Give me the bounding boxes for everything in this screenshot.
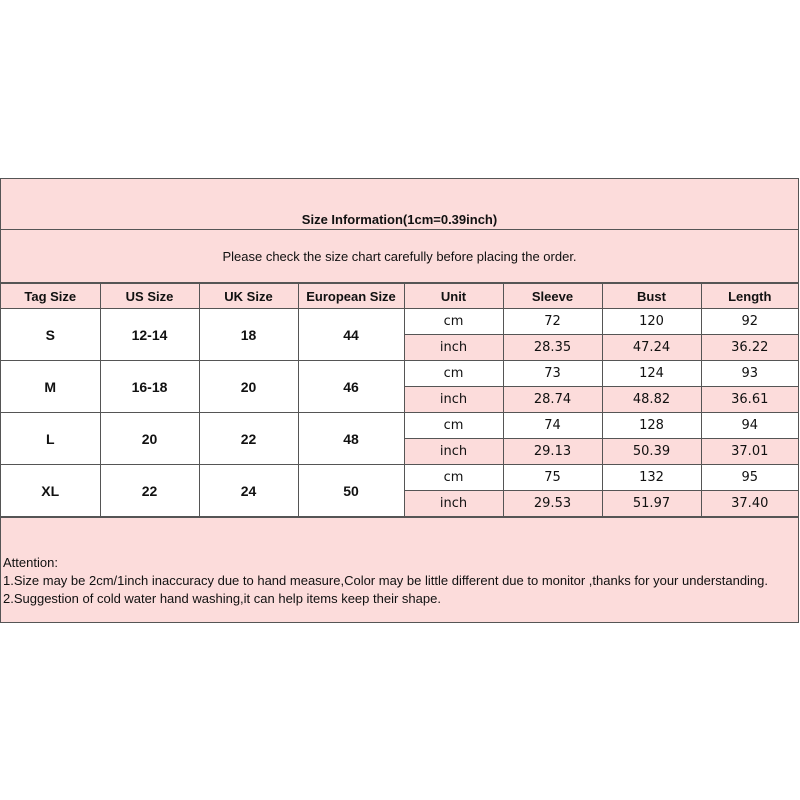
length-cell: 37.40 bbox=[701, 491, 798, 517]
length-cell: 36.22 bbox=[701, 335, 798, 361]
length-cell: 92 bbox=[701, 309, 798, 335]
unit-cell: cm bbox=[404, 413, 503, 439]
unit-cell: inch bbox=[404, 335, 503, 361]
sleeve-cell: 75 bbox=[503, 465, 602, 491]
us-size-cell: 16-18 bbox=[100, 361, 199, 413]
length-cell: 37.01 bbox=[701, 439, 798, 465]
length-cell: 94 bbox=[701, 413, 798, 439]
unit-cell: inch bbox=[404, 387, 503, 413]
bust-cell: 50.39 bbox=[602, 439, 701, 465]
sleeve-cell: 74 bbox=[503, 413, 602, 439]
size-row-cm bbox=[1, 361, 798, 387]
sleeve-cell: 28.74 bbox=[503, 387, 602, 413]
us-size-cell: 12-14 bbox=[100, 309, 199, 361]
header-bust: Bust bbox=[602, 284, 701, 309]
size-row-cm bbox=[1, 309, 798, 335]
bust-cell: 48.82 bbox=[602, 387, 701, 413]
tag-size-cell: M bbox=[1, 361, 100, 413]
unit-cell: cm bbox=[404, 361, 503, 387]
bust-cell: 128 bbox=[602, 413, 701, 439]
chart-subtitle: Please check the size chart carefully before placing the order. bbox=[1, 230, 798, 283]
bust-cell: 47.24 bbox=[602, 335, 701, 361]
attention-notes bbox=[1, 517, 798, 622]
european-size-cell: 48 bbox=[298, 413, 404, 465]
sleeve-cell: 29.53 bbox=[503, 491, 602, 517]
european-size-cell: 44 bbox=[298, 309, 404, 361]
uk-size-cell: 18 bbox=[199, 309, 298, 361]
size-table bbox=[1, 283, 798, 517]
notes-heading: Attention: bbox=[3, 555, 58, 570]
unit-cell: cm bbox=[404, 309, 503, 335]
length-cell: 36.61 bbox=[701, 387, 798, 413]
chart-title: Size Information(1cm=0.39inch) bbox=[1, 179, 798, 230]
bust-cell: 51.97 bbox=[602, 491, 701, 517]
size-row-cm bbox=[1, 413, 798, 439]
note-item: 2.Suggestion of cold water hand washing,it can help items keep their shape. bbox=[3, 591, 441, 606]
unit-cell: cm bbox=[404, 465, 503, 491]
bust-cell: 132 bbox=[602, 465, 701, 491]
unit-cell: inch bbox=[404, 491, 503, 517]
sleeve-cell: 73 bbox=[503, 361, 602, 387]
header-row bbox=[1, 284, 798, 309]
length-cell: 93 bbox=[701, 361, 798, 387]
tag-size-cell: S bbox=[1, 309, 100, 361]
header-unit: Unit bbox=[404, 284, 503, 309]
header-us-size: US Size bbox=[100, 284, 199, 309]
bust-cell: 120 bbox=[602, 309, 701, 335]
header-sleeve: Sleeve bbox=[503, 284, 602, 309]
sleeve-cell: 72 bbox=[503, 309, 602, 335]
us-size-cell: 20 bbox=[100, 413, 199, 465]
uk-size-cell: 24 bbox=[199, 465, 298, 517]
header-length: Length bbox=[701, 284, 798, 309]
header-european-size: European Size bbox=[298, 284, 404, 309]
european-size-cell: 46 bbox=[298, 361, 404, 413]
size-row-cm bbox=[1, 465, 798, 491]
size-chart bbox=[0, 178, 799, 623]
tag-size-cell: XL bbox=[1, 465, 100, 517]
unit-cell: inch bbox=[404, 439, 503, 465]
bust-cell: 124 bbox=[602, 361, 701, 387]
header-uk-size: UK Size bbox=[199, 284, 298, 309]
european-size-cell: 50 bbox=[298, 465, 404, 517]
length-cell: 95 bbox=[701, 465, 798, 491]
header-tag-size: Tag Size bbox=[1, 284, 100, 309]
note-item: 1.Size may be 2cm/1inch inaccuracy due to hand measure,Color may be little different due to monitor ,thanks for your understanding. bbox=[3, 573, 769, 588]
tag-size-cell: L bbox=[1, 413, 100, 465]
sleeve-cell: 28.35 bbox=[503, 335, 602, 361]
uk-size-cell: 22 bbox=[199, 413, 298, 465]
sleeve-cell: 29.13 bbox=[503, 439, 602, 465]
us-size-cell: 22 bbox=[100, 465, 199, 517]
uk-size-cell: 20 bbox=[199, 361, 298, 413]
